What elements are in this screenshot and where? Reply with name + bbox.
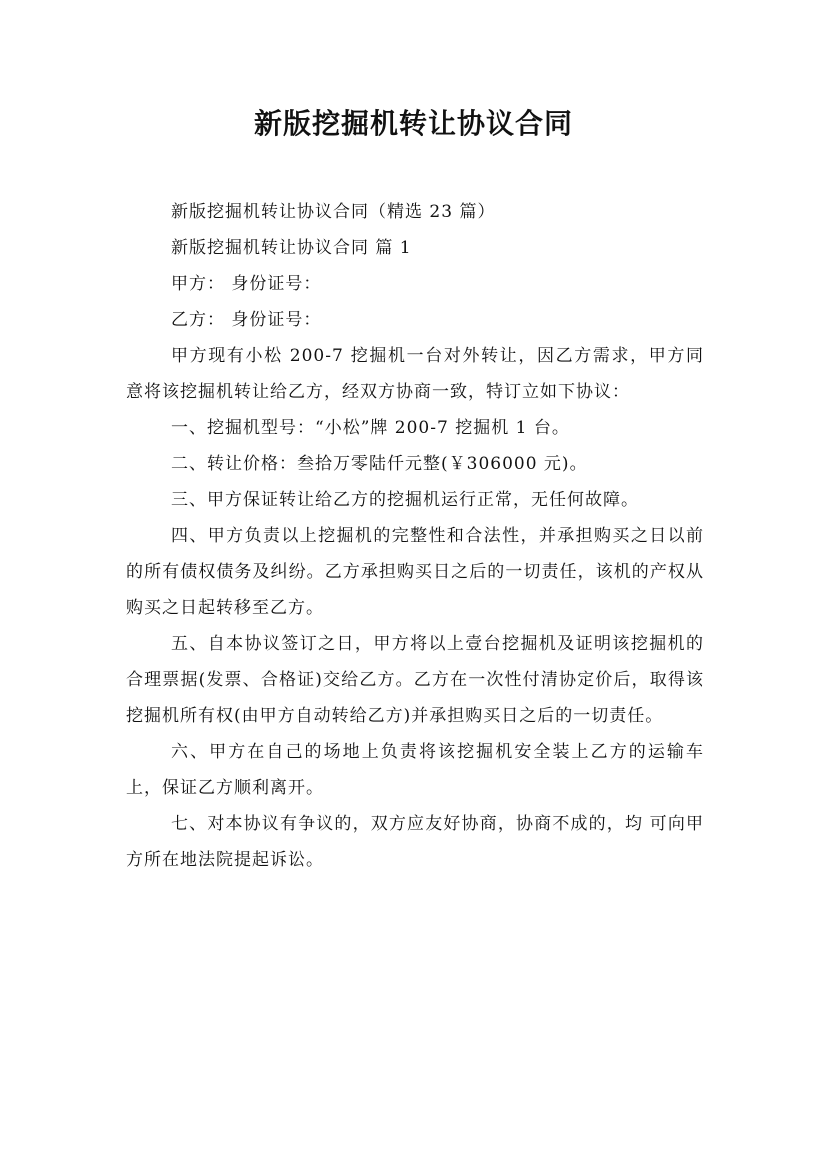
paragraph-clause-2: 二、转让价格：叁拾万零陆仟元整(￥306000 元)。 xyxy=(171,454,588,474)
paragraph-subtitle: 新版挖掘机转让协议合同（精选 23 篇） xyxy=(171,202,496,222)
document-title: 新版挖掘机转让协议合同 xyxy=(253,107,573,140)
paragraph-party-a: 甲方： 身份证号： xyxy=(171,274,322,294)
paragraph-intro: 甲方现有小松 200-7 挖掘机一台对外转让，因乙方需求，甲方同意将该挖掘机转让给乙方，经双方协商一致，特订立如下协议： xyxy=(126,346,704,402)
paragraph-clause-5: 五、自本协议签订之日，甲方将以上壹台挖掘机及证明该挖掘机的合理票据(发票、合格证)交给乙方。乙方在一次性付清协定价后，取得该挖掘机所有权(由甲方自动转给乙方)并承担购买日之后的一切责任。 xyxy=(126,634,704,726)
paragraph-clause-6: 六、甲方在自己的场地上负责将该挖掘机安全装上乙方的运输车上，保证乙方顺利离开。 xyxy=(126,742,704,798)
paragraph-section-heading: 新版挖掘机转让协议合同 篇 1 xyxy=(171,238,412,258)
paragraph-party-b: 乙方： 身份证号： xyxy=(171,310,322,330)
paragraph-clause-3: 三、甲方保证转让给乙方的挖掘机运行正常，无任何故障。 xyxy=(171,490,639,510)
paragraph-clause-4: 四、甲方负责以上挖掘机的完整性和合法性，并承担购买之日以前的所有债权债务及纠纷。乙方承担购买日之后的一切责任，该机的产权从购买之日起转移至乙方。 xyxy=(126,526,704,618)
paragraph-clause-1: 一、挖掘机型号：“小松”牌 200-7 挖掘机 1 台。 xyxy=(171,418,570,438)
paragraph-clause-7: 七、对本协议有争议的，双方应友好协商，协商不成的，均 可向甲方所在地法院提起诉讼。 xyxy=(126,814,704,870)
document-body xyxy=(126,194,704,878)
